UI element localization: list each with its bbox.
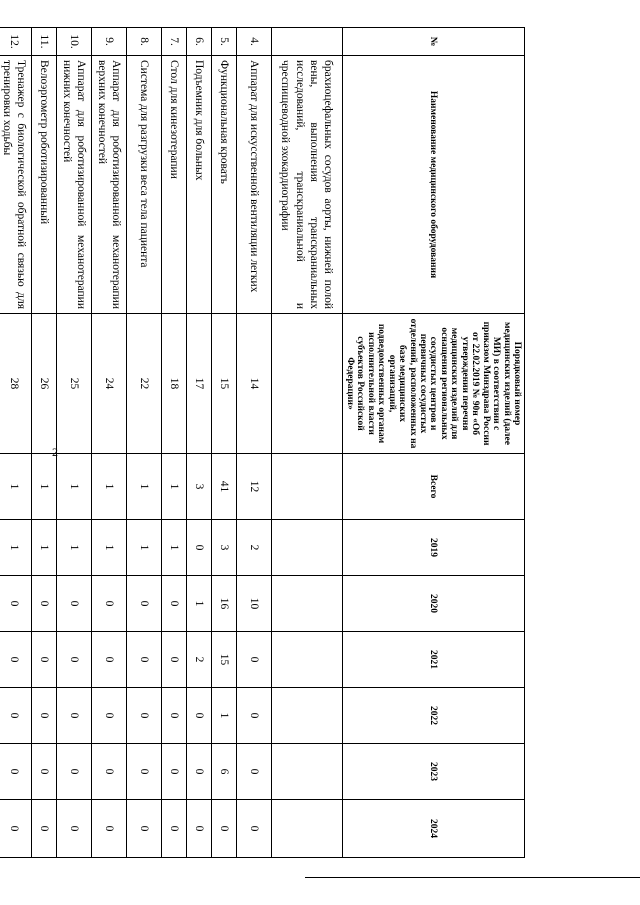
row-2019: 1 <box>0 520 31 576</box>
row-number: 9. <box>91 28 126 56</box>
page-number: 2 <box>52 445 58 459</box>
row-total: 1 <box>31 454 56 520</box>
row-2021: 15 <box>211 632 236 688</box>
continuation-row <box>271 28 342 858</box>
row-number: 5. <box>211 28 236 56</box>
row-2022: 0 <box>0 688 31 744</box>
row-2024: 0 <box>236 800 271 858</box>
table-body <box>0 28 271 858</box>
row-2020: 0 <box>126 576 161 632</box>
row-2021: 0 <box>31 632 56 688</box>
row-2023: 0 <box>161 744 186 800</box>
row-code: 25 <box>56 314 91 454</box>
row-2023: 0 <box>0 744 31 800</box>
row-total: 1 <box>91 454 126 520</box>
row-2024: 0 <box>126 800 161 858</box>
table-row <box>211 28 236 858</box>
row-number: 7. <box>161 28 186 56</box>
row-total: 12 <box>236 454 271 520</box>
header-cell-2021: 2021 <box>342 632 524 688</box>
header-cell-total: Всего <box>342 454 524 520</box>
row-2024: 0 <box>31 800 56 858</box>
row-2019: 1 <box>56 520 91 576</box>
row-2022: 0 <box>161 688 186 744</box>
row-name: Подъемник для больных <box>186 56 211 314</box>
row-total: 3 <box>186 454 211 520</box>
table-row <box>126 28 161 858</box>
row-number: 6. <box>186 28 211 56</box>
row-2024: 0 <box>0 800 31 858</box>
row-2022: 0 <box>56 688 91 744</box>
row-2024: 0 <box>211 800 236 858</box>
row-code: 14 <box>236 314 271 454</box>
row-total: 1 <box>0 454 31 520</box>
row-total: 1 <box>161 454 186 520</box>
row-2021: 0 <box>91 632 126 688</box>
header-cell-2023: 2023 <box>342 744 524 800</box>
row-total: 1 <box>56 454 91 520</box>
row-2023: 0 <box>186 744 211 800</box>
equipment-table <box>0 27 525 858</box>
row-name: Аппарат для роботизированной механотерапии нижних конечностей <box>56 56 91 314</box>
row-2019: 3 <box>211 520 236 576</box>
row-2022: 0 <box>236 688 271 744</box>
row-number: 10. <box>56 28 91 56</box>
row-2021: 0 <box>161 632 186 688</box>
table-row <box>186 28 211 858</box>
row-number: 8. <box>126 28 161 56</box>
header-cell-number: № <box>342 28 524 56</box>
row-2020: 1 <box>186 576 211 632</box>
row-2022: 0 <box>91 688 126 744</box>
row-2020: 0 <box>0 576 31 632</box>
row-name: Аппарат для искусственной вентиляции легких <box>236 56 271 314</box>
row-2022: 0 <box>126 688 161 744</box>
row-name: Тренажер с биологической обратной связью для тренировки ходьбы <box>0 56 31 314</box>
table-row <box>161 28 186 858</box>
row-2020: 16 <box>211 576 236 632</box>
row-number: 11. <box>31 28 56 56</box>
row-number: 4. <box>236 28 271 56</box>
row-2020: 0 <box>31 576 56 632</box>
row-2023: 6 <box>211 744 236 800</box>
row-2024: 0 <box>91 800 126 858</box>
row-code: 22 <box>126 314 161 454</box>
row-2022: 0 <box>31 688 56 744</box>
row-name: Велоэргометр роботизированный <box>31 56 56 314</box>
table-cell <box>271 800 342 858</box>
header-cell-code: Порядковый номер медицинских изделий (далее МИ) в соответствии с приказом Минздрава России от 22.02.2019 № 90н «Об утверждении перечня медицинских изделий для оснащения региональных сосудистых центров и первичных сосудистых отделений, расположенных на базе медицинских организаций, подведомственных органам исполнительной власти субъектов Российской Федерации» <box>342 314 524 454</box>
row-2020: 10 <box>236 576 271 632</box>
table-row <box>56 28 91 858</box>
header-cell-2024: 2024 <box>342 800 524 858</box>
table-cell <box>271 520 342 576</box>
header-cell-name: Наименование медицинского оборудования <box>342 56 524 314</box>
row-2023: 0 <box>126 744 161 800</box>
table-cell <box>271 632 342 688</box>
row-name: Стол для кинезотерапии <box>161 56 186 314</box>
row-2023: 0 <box>31 744 56 800</box>
row-code: 18 <box>161 314 186 454</box>
row-code: 28 <box>0 314 31 454</box>
row-2021: 0 <box>56 632 91 688</box>
row-2023: 0 <box>56 744 91 800</box>
header-cell-2022: 2022 <box>342 688 524 744</box>
table-row <box>31 28 56 858</box>
header-cell-2019: 2019 <box>342 520 524 576</box>
row-2021: 0 <box>126 632 161 688</box>
table-row <box>91 28 126 858</box>
table-cell <box>271 744 342 800</box>
row-2021: 2 <box>186 632 211 688</box>
row-2022: 1 <box>211 688 236 744</box>
table-cell <box>271 454 342 520</box>
table-cell <box>271 688 342 744</box>
row-total: 41 <box>211 454 236 520</box>
row-code: 17 <box>186 314 211 454</box>
header-cell-2020: 2020 <box>342 576 524 632</box>
row-2020: 0 <box>161 576 186 632</box>
row-total: 1 <box>126 454 161 520</box>
row-name: Аппарат для роботизированной механотерапии верхних конечностей <box>91 56 126 314</box>
row-code: 15 <box>211 314 236 454</box>
row-code: 26 <box>31 314 56 454</box>
row-2020: 0 <box>56 576 91 632</box>
row-2019: 1 <box>31 520 56 576</box>
page-bottom-divider <box>305 877 640 878</box>
row-2021: 0 <box>0 632 31 688</box>
table-cell <box>271 28 342 56</box>
row-2019: 1 <box>161 520 186 576</box>
row-2021: 0 <box>236 632 271 688</box>
table-cell <box>271 314 342 454</box>
row-2023: 0 <box>236 744 271 800</box>
table-header-row <box>342 28 524 858</box>
row-2020: 0 <box>91 576 126 632</box>
row-name: Функциональная кровать <box>211 56 236 314</box>
table-row <box>236 28 271 858</box>
table-row <box>0 28 31 858</box>
table-cell <box>271 576 342 632</box>
row-2022: 0 <box>186 688 211 744</box>
row-2019: 1 <box>91 520 126 576</box>
row-number: 12. <box>0 28 31 56</box>
row-name: Система для разгрузки веса тела пациента <box>126 56 161 314</box>
rotated-table-container <box>0 27 525 857</box>
row-2019: 0 <box>186 520 211 576</box>
row-2024: 0 <box>56 800 91 858</box>
row-code: 24 <box>91 314 126 454</box>
continuation-text: брахиоцефальных сосудов аорты, нижней полой вены, выполнения транскраниальных исследований, транскраниальной и чреспищеводной эхокардиографии <box>271 56 342 314</box>
row-2019: 1 <box>126 520 161 576</box>
row-2019: 2 <box>236 520 271 576</box>
row-2024: 0 <box>186 800 211 858</box>
row-2023: 0 <box>91 744 126 800</box>
row-2024: 0 <box>161 800 186 858</box>
